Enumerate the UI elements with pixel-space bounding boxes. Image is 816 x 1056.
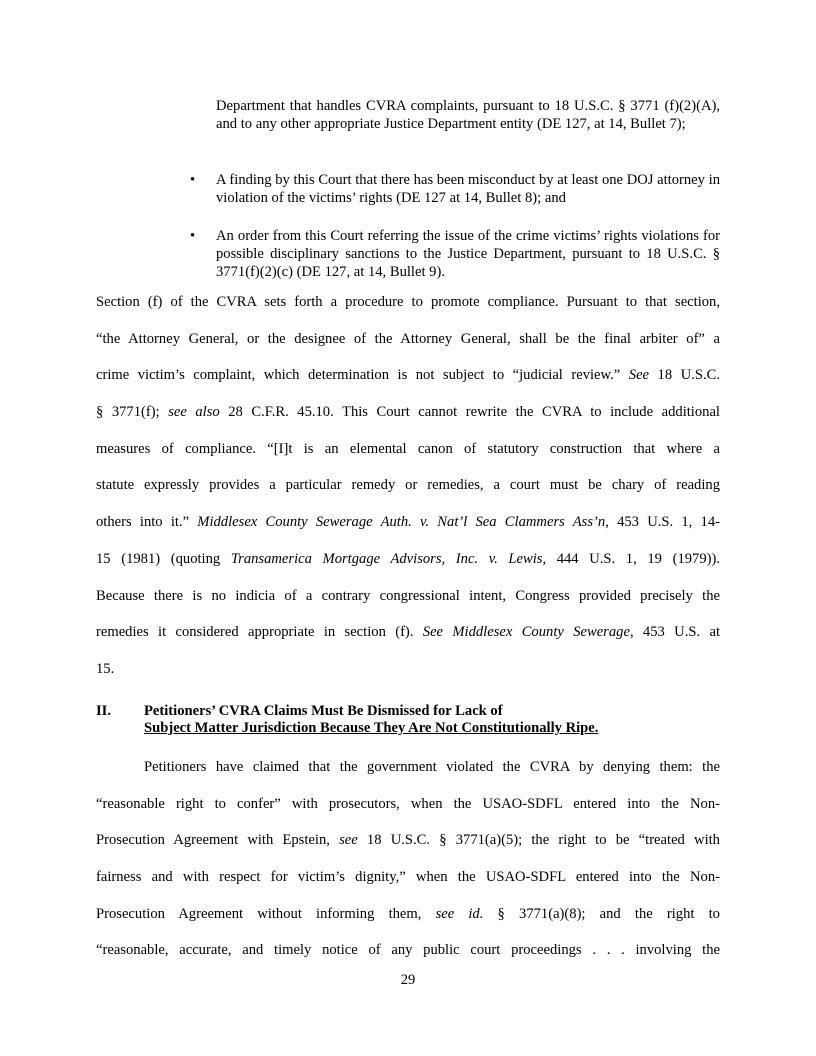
text-line: others into it.” Middlesex County Sewerage Auth. v. Nat’l Sea Clammers Ass’n, 453 U.S. 1, 14- xyxy=(96,514,720,531)
text-line: “reasonable right to confer” with prosecutors, when the USAO-SDFL entered into the Non- xyxy=(96,795,720,812)
text-line: “reasonable, accurate, and timely notice of any public court proceedings . . . involving the xyxy=(96,942,720,959)
bullet-marker: • xyxy=(190,228,196,244)
heading-line: Petitioners’ CVRA Claims Must Be Dismissed for Lack of xyxy=(144,703,503,719)
heading-line-underlined: Subject Matter Jurisdiction Because They Are Not Constitutionally Ripe. xyxy=(144,720,599,736)
text-line: remedies it considered appropriate in section (f). See Middlesex County Sewerage, 453 U.S. at xyxy=(96,624,720,641)
text-line: statute expressly provides a particular remedy or remedies, a court must be chary of reading xyxy=(96,477,720,494)
bullet-item: An order from this Court referring the issue of the crime victims’ rights violations for possible disciplinary sanctions to the Justice Department, pursuant to 18 U.S.C. § 3771(f)(2)(c) (DE 127, at 14, Bullet 9). xyxy=(216,228,720,280)
text-line: 15. xyxy=(96,660,115,677)
text-line: § 3771(f); see also 28 C.F.R. 45.10. This Court cannot rewrite the CVRA to include additional xyxy=(96,404,720,421)
text-line: Section (f) of the CVRA sets forth a procedure to promote compliance. Pursuant to that section, xyxy=(96,294,720,310)
text-line: crime victim’s complaint, which determination is not subject to “judicial review.” See 18 U.S.C. xyxy=(96,367,720,384)
page-number: 29 xyxy=(400,972,416,988)
text-line: fairness and with respect for victim’s dignity,” when the USAO-SDFL entered into the Non- xyxy=(96,869,720,886)
text-line: 15 (1981) (quoting Transamerica Mortgage Advisors, Inc. v. Lewis, 444 U.S. 1, 19 (1979)). xyxy=(96,550,720,567)
text-line: “the Attorney General, or the designee of the Attorney General, shall be the final arbiter of” a xyxy=(96,330,720,347)
body-paragraph xyxy=(96,292,720,696)
text-line: Because there is no indicia of a contrary congressional intent, Congress provided precisely the xyxy=(96,587,720,604)
bullet-continuation: Department that handles CVRA complaints, pursuant to 18 U.S.C. § 3771 (f)(2)(A), and to any other appropriate Justice Department entity (DE 127, at 14, Bullet 7); xyxy=(216,98,720,132)
bullet-item: A finding by this Court that there has been misconduct by at least one DOJ attorney in violation of the victims’ rights (DE 127 at 14, Bullet 8); and xyxy=(216,172,720,206)
body-paragraph xyxy=(96,757,720,977)
heading-number: II. xyxy=(96,703,112,719)
bullet-marker: • xyxy=(190,172,196,188)
text-line: Prosecution Agreement with Epstein, see 18 U.S.C. § 3771(a)(5); the right to be “treated with xyxy=(96,832,720,849)
text-line: measures of compliance. “[I]t is an elemental canon of statutory construction that where a xyxy=(96,440,720,457)
text-line: Prosecution Agreement without informing them, see id. § 3771(a)(8); and the right to xyxy=(96,905,720,922)
text-line: Petitioners have claimed that the government violated the CVRA by denying them: the xyxy=(144,759,720,775)
